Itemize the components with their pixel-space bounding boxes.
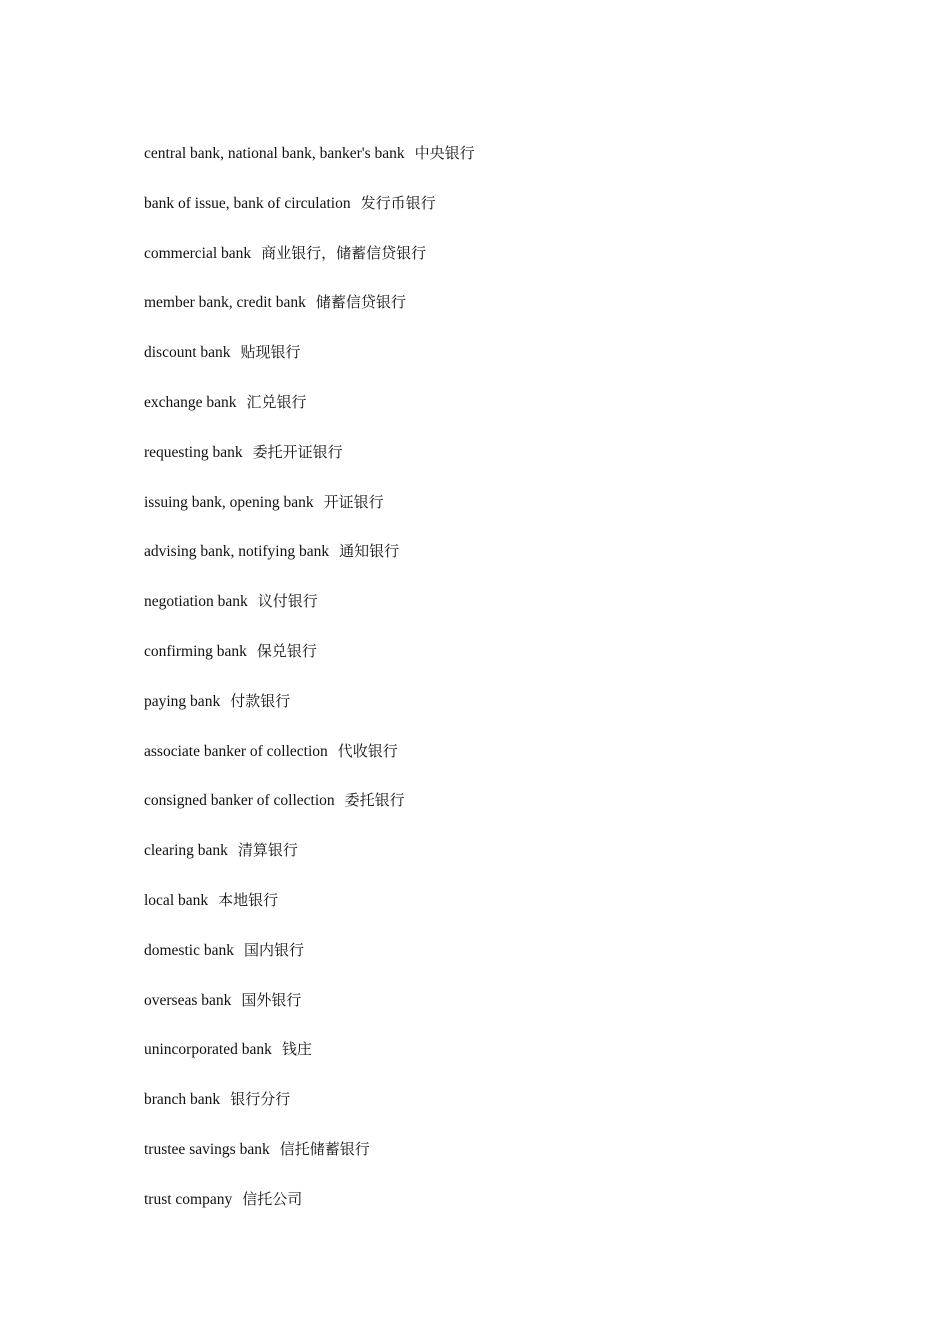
- entry-term: discount bank: [144, 344, 231, 362]
- entry-translation: 汇兑银行: [246, 392, 307, 411]
- entry-term: central bank, national bank, banker's bank: [144, 145, 405, 162]
- entry-term: bank of issue, bank of circulation: [144, 194, 351, 212]
- glossary-entry: [144, 1087, 475, 1137]
- glossary-entry: [144, 938, 475, 988]
- entry-translation: 国外银行: [241, 990, 302, 1009]
- glossary-entry: [144, 390, 475, 440]
- glossary-entry: [144, 988, 475, 1038]
- entry-term: local bank: [144, 891, 209, 909]
- entry-term: unincorporated bank: [144, 1041, 272, 1059]
- entry-term: commercial bank: [144, 244, 252, 262]
- glossary-entry: [144, 440, 475, 490]
- entry-translation: 钱庄: [281, 1040, 312, 1059]
- entry-term: trust company: [144, 1190, 233, 1208]
- entry-translation: 信托储蓄银行: [279, 1139, 370, 1158]
- entry-translation: 保兑银行: [256, 641, 317, 660]
- glossary-entry: [144, 490, 475, 540]
- entry-translation: 议付银行: [257, 592, 318, 611]
- entry-term: exchange bank: [144, 393, 237, 411]
- entry-translation: 信托公司: [242, 1189, 303, 1208]
- glossary-entry: [144, 141, 475, 191]
- glossary-entry: [144, 689, 475, 739]
- entry-term: clearing bank: [144, 842, 228, 860]
- entry-term: trustee savings bank: [144, 1140, 270, 1158]
- entry-translation: 通知银行: [339, 542, 400, 561]
- entry-term: overseas bank: [144, 991, 232, 1009]
- glossary-entry: [144, 1037, 475, 1087]
- entry-translation: 代收银行: [337, 741, 398, 760]
- entry-translation: 银行分行: [230, 1090, 291, 1109]
- entry-term: domestic bank: [144, 941, 234, 959]
- entry-translation: 委托银行: [344, 791, 405, 810]
- glossary-entry: [144, 589, 475, 639]
- entry-translation: 发行币银行: [360, 193, 436, 212]
- entry-term: issuing bank, opening bank: [144, 493, 314, 511]
- entry-term: branch bank: [144, 1091, 221, 1109]
- glossary-entry: [144, 1187, 475, 1237]
- glossary-entry: [144, 888, 475, 938]
- glossary-entry: [144, 838, 475, 888]
- entry-translation: 付款银行: [230, 691, 291, 710]
- entry-translation: 本地银行: [218, 890, 279, 909]
- entry-translation: 开证银行: [323, 492, 384, 511]
- glossary-entry: [144, 290, 475, 340]
- glossary-entry: [144, 340, 475, 390]
- glossary-entry: [144, 639, 475, 689]
- entry-translation: 国内银行: [243, 940, 304, 959]
- glossary-entry: [144, 191, 475, 241]
- entry-translation: 商业银行，储蓄信贷银行: [261, 243, 427, 262]
- entry-term: paying bank: [144, 692, 221, 710]
- entry-term: associate banker of collection: [144, 742, 328, 760]
- entry-term: negotiation bank: [144, 593, 248, 611]
- glossary-entry: [144, 539, 475, 589]
- entry-term: consigned banker of collection: [144, 792, 335, 810]
- entry-term: member bank, credit bank: [144, 294, 306, 312]
- glossary-entry: [144, 1137, 475, 1187]
- glossary-entry: [144, 739, 475, 789]
- entry-translation: 储蓄信贷银行: [315, 293, 406, 312]
- entry-translation: 清算银行: [237, 841, 298, 860]
- entry-translation: 中央银行: [414, 144, 475, 162]
- entry-term: advising bank, notifying bank: [144, 543, 330, 561]
- entry-translation: 委托开证银行: [252, 442, 343, 461]
- entry-term: confirming bank: [144, 642, 247, 660]
- entry-translation: 贴现银行: [240, 343, 301, 362]
- glossary-entry: [144, 241, 475, 291]
- glossary-entry: [144, 788, 475, 838]
- glossary-list: [144, 141, 475, 1237]
- entry-term: requesting bank: [144, 443, 243, 461]
